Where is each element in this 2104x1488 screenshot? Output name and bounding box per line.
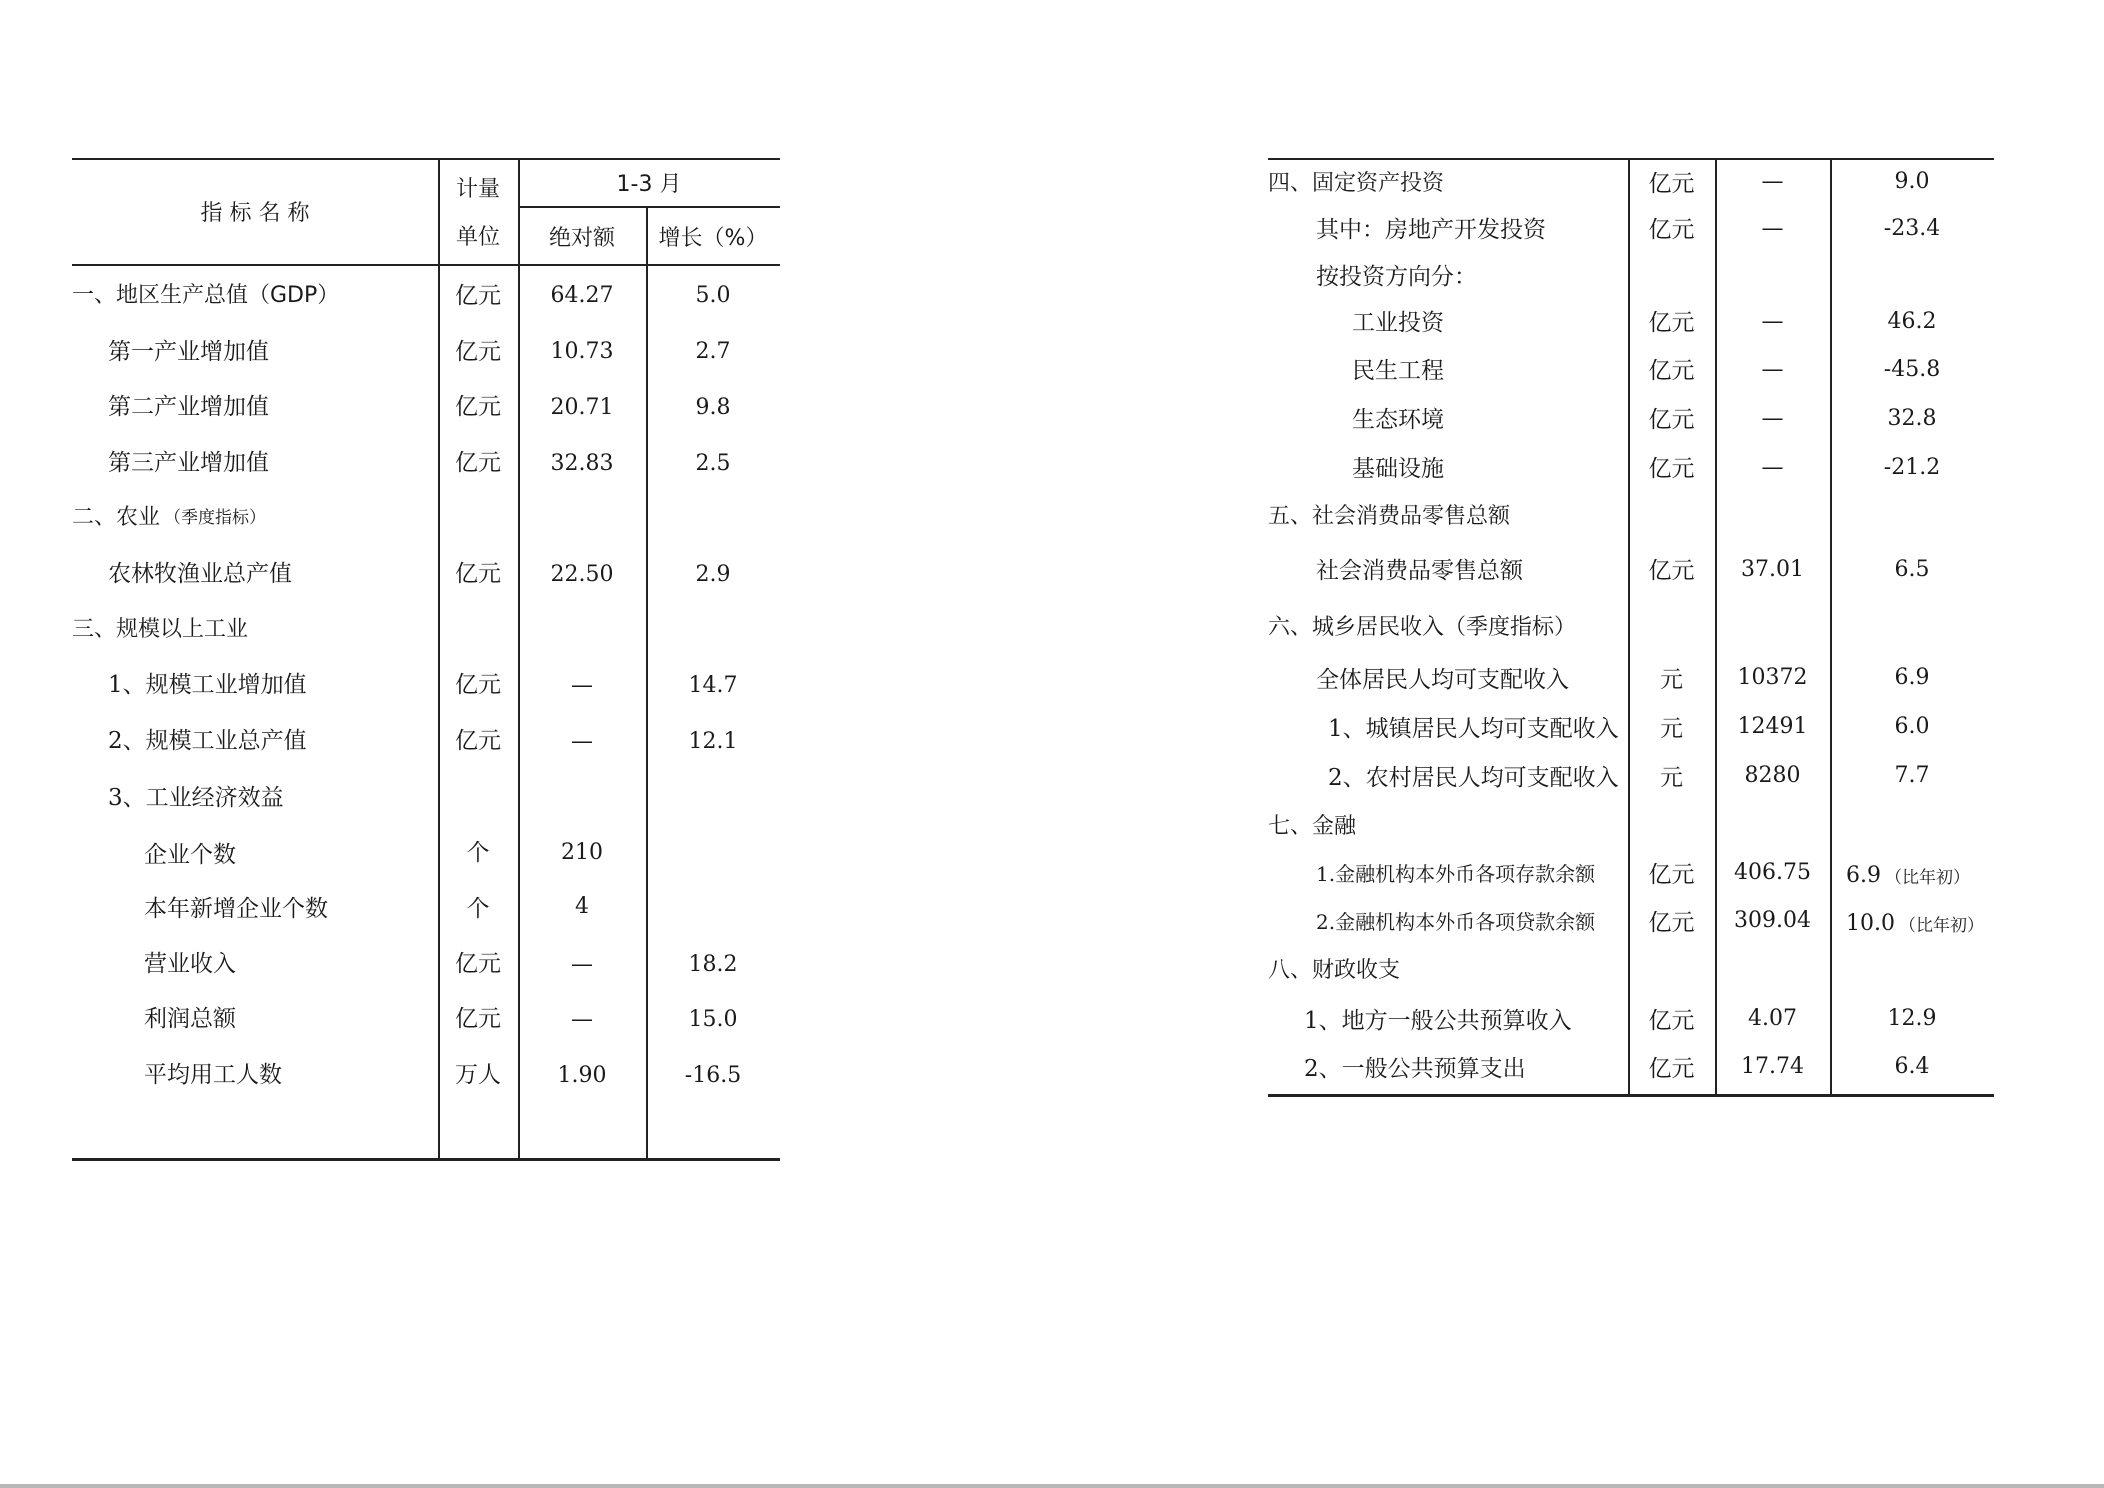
row-unit: 亿元	[455, 338, 501, 365]
row-abs: 17.74	[1741, 1053, 1804, 1079]
row-abs: —	[571, 951, 593, 977]
row-name: 营业收入	[144, 950, 236, 977]
row-name: 七、金融	[1268, 813, 1357, 839]
row-abs: 309.04	[1734, 907, 1811, 933]
row-unit: 亿元	[1648, 909, 1695, 936]
row-name: 三、规模以上工业	[72, 616, 249, 642]
row-name: 3、工业经济效益	[108, 784, 284, 811]
row-unit: 个	[466, 839, 490, 866]
row-growth: 14.7	[688, 672, 738, 698]
row-growth: 2.7	[695, 338, 731, 364]
row-growth: -21.2	[1883, 454, 1941, 480]
row-name: 民生工程	[1352, 357, 1444, 384]
row-abs: —	[1761, 454, 1784, 480]
row-unit: 亿元	[1648, 170, 1695, 197]
row-growth: 2.5	[695, 450, 731, 476]
row-name: 1.金融机构本外币各项存款余额	[1316, 861, 1596, 886]
row-unit: 元	[1660, 666, 1683, 693]
row-growth: 6.0	[1894, 713, 1930, 739]
header-growth: 增长（%）	[658, 225, 768, 251]
right-bottom-rule	[1268, 1094, 1994, 1097]
row-unit: 亿元	[1648, 406, 1695, 433]
row-abs: —	[571, 728, 593, 754]
row-abs: —	[1761, 215, 1784, 241]
row-name: 2、农村居民人均可支配收入	[1328, 764, 1619, 791]
row-unit: 亿元	[1648, 1007, 1695, 1034]
row-name: 社会消费品零售总额	[1316, 557, 1523, 584]
row-abs: 4.07	[1748, 1005, 1797, 1031]
row-growth: 15.0	[688, 1006, 738, 1032]
row-unit: 个	[466, 895, 490, 922]
row-name: 八、财政收支	[1268, 957, 1401, 983]
growth-value: 10.0	[1846, 910, 1895, 936]
row-name: 一、地区生产总值（GDP）	[72, 282, 340, 308]
row-name: 全体居民人均可支配收入	[1316, 666, 1569, 693]
row-unit: 亿元	[455, 560, 501, 587]
row-growth: 2.9	[695, 561, 731, 587]
row-unit: 亿元	[1648, 861, 1695, 888]
row-abs: 20.71	[550, 394, 614, 420]
row-unit: 亿元	[1648, 309, 1695, 336]
row-abs: 10372	[1737, 664, 1808, 690]
row-abs: —	[1761, 308, 1784, 334]
row-name: 其中：房地产开发投资	[1316, 216, 1546, 243]
row-abs: 1.90	[557, 1062, 607, 1088]
row-unit: 亿元	[1648, 455, 1695, 482]
row-name: 平均用工人数	[144, 1061, 282, 1088]
row-unit: 亿元	[1648, 1055, 1695, 1082]
section-note: （季度指标）	[164, 507, 267, 528]
row-name: 五、社会消费品零售总额	[1268, 503, 1511, 529]
row-abs: 37.01	[1741, 556, 1804, 582]
row-name: 1、城镇居民人均可支配收入	[1328, 715, 1619, 742]
row-name: 1、规模工业增加值	[108, 671, 307, 698]
row-growth	[1846, 906, 1984, 940]
left-header-rule	[72, 264, 780, 266]
row-abs: 12491	[1737, 713, 1808, 739]
row-unit: 万人	[455, 1061, 501, 1088]
row-unit: 元	[1660, 764, 1683, 791]
row-abs: —	[1761, 356, 1784, 382]
row-name: 2、规模工业总产值	[108, 727, 307, 754]
row-name: 工业投资	[1352, 309, 1444, 336]
right-col-divider-2	[1715, 158, 1717, 1096]
row-name: 第三产业增加值	[108, 449, 269, 476]
right-statistics-table	[1268, 158, 1994, 1096]
row-growth: 9.0	[1894, 168, 1930, 194]
row-growth: 32.8	[1887, 405, 1937, 431]
row-name: 第二产业增加值	[108, 393, 269, 420]
right-col-divider-3	[1830, 158, 1832, 1096]
row-abs: 64.27	[550, 282, 614, 308]
row-growth: 9.8	[695, 394, 731, 420]
row-growth: 6.9	[1894, 664, 1930, 690]
row-unit: 亿元	[1648, 216, 1695, 243]
row-abs: 4	[575, 893, 589, 919]
row-name: 生态环境	[1352, 406, 1444, 433]
row-abs: —	[1761, 168, 1784, 194]
row-unit: 亿元	[455, 282, 501, 309]
row-abs: 32.83	[550, 450, 614, 476]
page-bottom-edge	[0, 1484, 2104, 1488]
row-abs: 10.73	[550, 338, 614, 364]
row-growth: 12.9	[1887, 1005, 1937, 1031]
row-growth: 6.4	[1894, 1053, 1930, 1079]
header-name: 指 标 名 称	[200, 200, 310, 226]
row-growth: 12.1	[688, 728, 738, 754]
header-abs: 绝对额	[548, 225, 615, 251]
growth-value: 6.9	[1846, 862, 1881, 888]
left-statistics-table	[72, 158, 780, 1162]
row-growth: 18.2	[688, 951, 738, 977]
row-abs: 22.50	[550, 561, 614, 587]
row-name: 1、地方一般公共预算收入	[1304, 1007, 1572, 1034]
row-unit: 亿元	[455, 393, 501, 420]
section-title: 二、农业	[72, 504, 161, 530]
row-unit: 亿元	[455, 727, 501, 754]
row-growth: 7.7	[1894, 762, 1930, 788]
row-name: 按投资方向分：	[1316, 263, 1477, 290]
header-unit-bottom: 单位	[455, 224, 500, 250]
row-unit: 元	[1660, 715, 1683, 742]
row-unit: 亿元	[455, 449, 501, 476]
row-growth: 6.5	[1894, 556, 1930, 582]
row-unit: 亿元	[455, 1005, 501, 1032]
row-unit: 亿元	[1648, 357, 1695, 384]
row-growth: -16.5	[684, 1062, 742, 1088]
row-abs: 210	[561, 839, 603, 865]
row-abs: —	[1761, 405, 1784, 431]
row-name: 2.金融机构本外币各项贷款余额	[1316, 909, 1596, 934]
growth-note: （比年初）	[1898, 915, 1984, 936]
row-name: 农林牧渔业总产值	[108, 560, 292, 587]
row-growth	[1846, 858, 1970, 892]
left-bottom-rule	[72, 1158, 780, 1161]
row-unit: 亿元	[1648, 557, 1695, 584]
header-unit-top: 计量	[455, 176, 500, 202]
row-name: 企业个数	[144, 841, 236, 868]
row-name	[72, 498, 266, 532]
row-unit: 亿元	[455, 671, 501, 698]
right-top-rule	[1268, 158, 1994, 160]
growth-note: （比年初）	[1885, 867, 1970, 888]
row-name: 2、一般公共预算支出	[1304, 1055, 1526, 1082]
row-name: 第一产业增加值	[108, 338, 269, 365]
row-growth: 5.0	[695, 282, 731, 308]
row-name: 利润总额	[144, 1005, 236, 1032]
right-col-divider-1	[1628, 158, 1630, 1096]
row-abs: —	[571, 672, 593, 698]
row-name: 基础设施	[1352, 455, 1444, 482]
row-abs: 8280	[1744, 762, 1801, 788]
header-period: 1-3 月	[616, 171, 682, 197]
row-growth: -45.8	[1883, 356, 1941, 382]
row-growth: 46.2	[1887, 308, 1937, 334]
row-growth: -23.4	[1883, 215, 1941, 241]
row-name: 六、城乡居民收入（季度指标）	[1268, 614, 1577, 640]
row-name: 四、固定资产投资	[1268, 170, 1445, 196]
row-abs: 406.75	[1734, 859, 1811, 885]
row-abs: —	[571, 1006, 593, 1032]
row-unit: 亿元	[455, 950, 501, 977]
row-name: 本年新增企业个数	[144, 895, 328, 922]
